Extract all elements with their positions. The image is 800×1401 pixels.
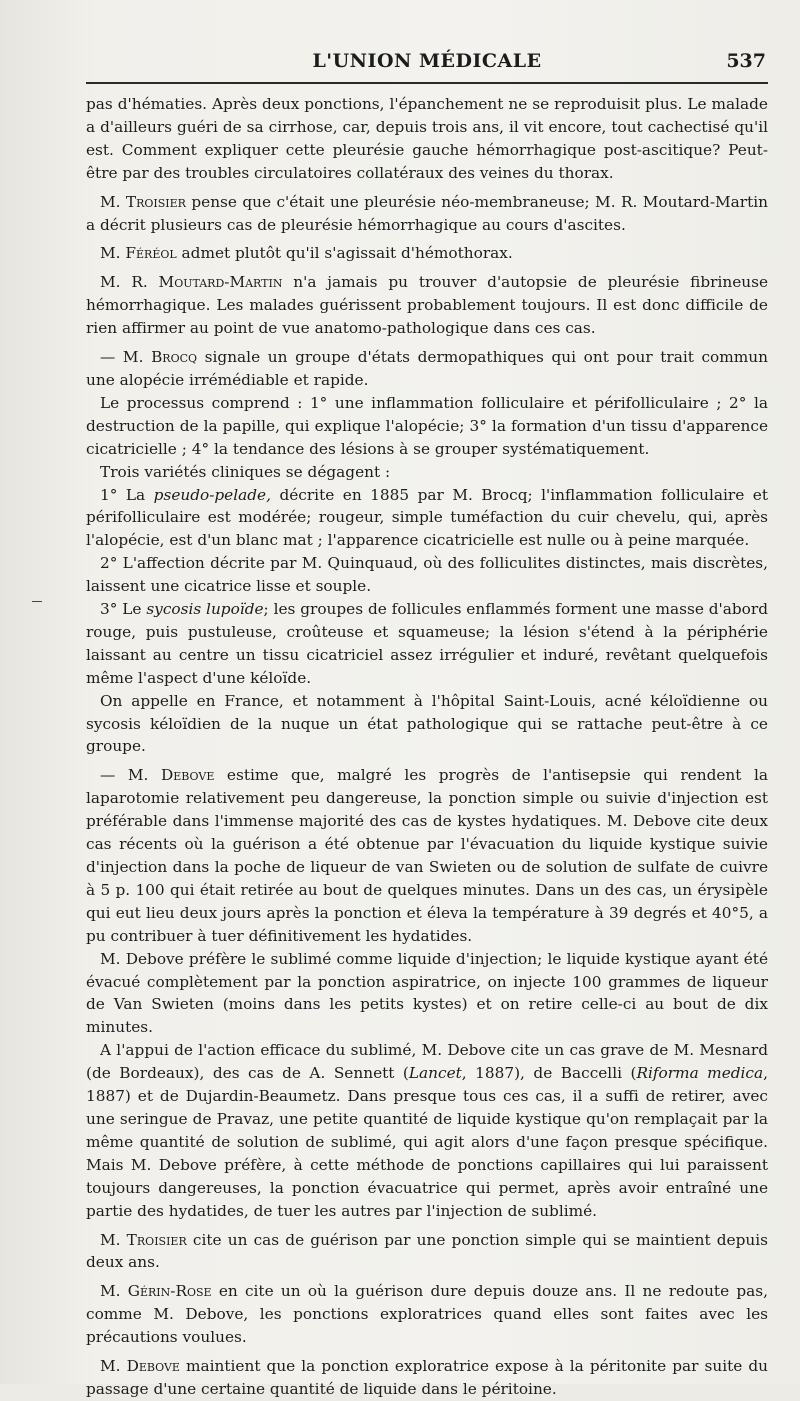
paragraph: M. Féréol admet plutôt qu'il s'agissait d'hémothorax. [100,244,513,263]
paragraph: 2° L'affection décrite par M. Quinquaud, où des folliculites distinctes, mais discrètes, laissent une cicatrice lisse et souple. [86,554,768,596]
paragraph: pas d'hématies. Après deux ponctions, l'épanchement ne se reproduisit plus. Le malade a d'ailleurs guéri de sa cirrhose, car, depuis trois ans, il vit encore, tout cachectisé qu'il est. Comment expliquer cette pleurésie gauche hémorrhagique post-ascitique? Peut-être par des troubles circulatoires collatéraux des veines du thorax. [86,95,768,182]
paragraph: M. Troisier pense que c'était une pleurésie néo-membraneuse; M. R. Moutard-Martin a décrit plusieurs cas de pleurésie hémorrhagique au cours d'ascites. [86,192,768,234]
paragraph: Trois variétés cliniques se dégagent : [100,462,391,481]
speaker-name: M. Debove [100,1357,180,1376]
speaker-name: M. Troisier [100,1230,187,1249]
paragraph: M. Debove préfère le sublimé comme liquide d'injection; le liquide kystique ayant été évacué complètement par la ponction aspiratrice, on injecte 100 grammes de liqueur de Van Swieten (moins dans les petits kystes) et on retire celle-ci au bout de dix minutes. [86,949,768,1037]
speaker-name: — M. Brocq [100,348,198,367]
article-body [86,93,768,1401]
paragraph: M. Troisier cite un cas de guérison par une ponction simple qui se maintient depuis deux ans. [86,1230,768,1272]
paragraph: A l'appui de l'action efficace du sublimé, M. Debove cite un cas grave de M. Mesnard (de Bordeaux), des cas de A. Sennett (Lancet, 1887), de Baccelli (Riforma medica, 1887) et de Dujardin-Beaumetz. Dans presque tous ces cas, il a suffi de retirer, avec une seringue de Pravaz, une petite quantité de liquide kystique qu'on remplaçait par la même quantité de solution de sublimé, qui agit alors d'une façon presque spécifique. Mais M. Debove préfère, à cette méthode de ponctions capillaires qui lui paraissent toujours dangereuses, la ponction évacuatrice qui permet, après avoir entraîné une partie des hydatides, de tuer les autres par l'injection de sublimé. [86,1041,768,1220]
speaker-name: M. Troisier [100,192,186,211]
speaker-name: M. Gérin-Rose [100,1282,212,1301]
paragraph: M. R. Moutard-Martin n'a jamais pu trouver d'autopsie de pleurésie fibrineuse hémorrhagique. Les malades guérissent probablement toujours. Il est donc difficile de rien affirmer au point de vue anatomo-pathologique dans ces cas. [86,273,768,338]
paragraph: 1° La pseudo-pelade, décrite en 1885 par M. Brocq; l'inflammation folliculaire et périfolliculaire est modérée; rougeur, simple tuméfaction du cuir chevelu, qui, après l'alopécie, est d'un blanc mat ; l'apparence cicatricielle est nulle ou à peine marquée. [86,485,768,550]
paragraph: M. Gérin-Rose en cite un où la guérison dure depuis douze ans. Il ne redoute pas, comme M. Debove, les ponctions exploratrices quand elles sont faites avec les précautions voulues. [86,1282,769,1347]
speaker-name: M. Féréol [100,244,177,263]
paragraph: — M. Debove estime que, malgré les progrès de l'antisepsie qui rendent la laparotomie relativement peu dangereuse, la ponction simple ou suivie d'injection est préférable dans l'immense majorité des cas de kystes hydatiques. M. Debove cite deux cas récents où la guérison a été obtenue par l'évacuation du liquide kystique suivie d'injection dans la poche de liqueur de van Swieten ou de solution de sulfate de cuivre à 5 p. 100 qui était retirée au bout de quelques minutes. Dans un des cas, un érysipèle qui eut lieu deux jours après la ponction et éleva la température à 39 degrés et 40°5, a pu contribuer à tuer définitivement les hydatides. [86,766,768,945]
journal-title: L'UNION MÉDICALE [312,50,542,72]
running-header [86,46,768,78]
margin-dash [32,601,42,602]
speaker-name: — M. Debove [100,766,215,785]
speaker-name: M. R. Moutard-Martin [100,273,283,292]
header-rule [86,82,768,84]
paragraph: M. Debove maintient que la ponction exploratrice expose à la péritonite par suite du passage d'une certaine quantité de liquide dans le péritoine. [86,1357,768,1398]
paragraph: 3° Le sycosis lupoïde; les groupes de follicules enflammés forment une masse d'abord rouge, puis pustuleuse, croûteuse et squameuse; la lésion s'étend à la périphérie laissant au centre un tissu cicatriciel assez irrégulier et induré, revêtant quelquefois même l'aspect d'une kéloïde. [86,600,768,687]
paragraph: Le processus comprend : 1° une inflammation folliculaire et périfolliculaire ; 2° la destruction de la papille, qui explique l'alopécie; 3° la formation d'un tissu d'apparence cicatricielle ; 4° la tendance des lésions à se grouper systématiquement. [86,393,768,458]
paragraph: On appelle en France, et notamment à l'hôpital Saint-Louis, acné kéloïdienne ou sycosis kéloïdien de la nuque un état pathologique qui se rattache peut-être à ce groupe. [86,691,768,756]
page-number: 537 [726,50,766,72]
paragraph: — M. Brocq signale un groupe d'états dermopathiques qui ont pour trait commun une alopécie irrémédiable et rapide. [86,348,768,389]
